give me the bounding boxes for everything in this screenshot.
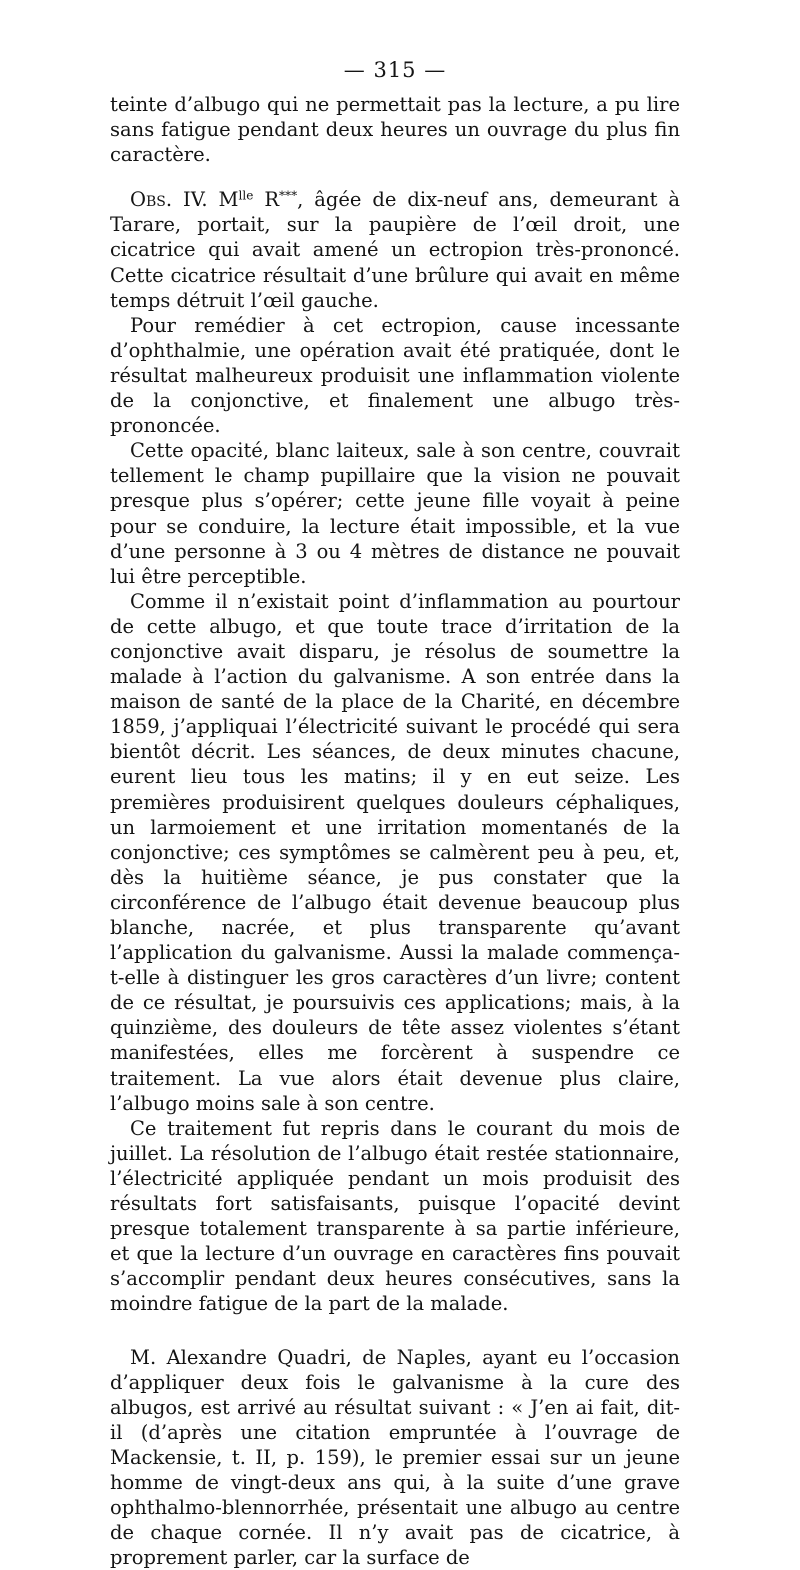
initial-superscript: *** [279, 189, 297, 203]
title-superscript: lle [239, 189, 254, 203]
observation-text: , âgée de dix-neuf ans, demeurant à Tarare, portait, sur la paupière de l’œil droit, une cicatrice qui avait amené un ectropion très-prononcé. Cette cicatrice résultait d’une brûlure qui avait en même temps détruit l’œil gauche. [110, 188, 680, 311]
observation-number: IV. M [172, 188, 238, 211]
page-number: — 315 — [110, 58, 680, 82]
patient-initial: R [253, 188, 279, 211]
paragraph-operation: Pour remédier à cet ectropion, cause incessante d’ophthalmie, une opération avait été pratiquée, dont le résultat malheureux produisit une inflammation violente de la conjonctive, et finalement une albugo très-prononcée. [110, 313, 680, 438]
document-page [110, 58, 680, 1570]
paragraph-treatment-resumed: Ce traitement fut repris dans le courant du mois de juillet. La résolution de l’albugo était restée stationnaire, l’électricité appliquée pendant un mois produisit des résultats fort satisfaisants, puisque l’opacité devint presque totalement transparente à sa partie inférieure, et que la lecture d’un ouvrage en caractères fins pouvait s’accomplir pendant deux heures consécutives, sans la moindre fatigue de la part de la malade. [110, 1116, 680, 1317]
paragraph-quadri: M. Alexandre Quadri, de Naples, ayant eu l’occasion d’appliquer deux fois le galvanisme à la cure des albugos, est arrivé au résultat suivant : « J’en ai fait, dit-il (d’après une citation empruntée à l’ouvrage de Mackensie, t. II, p. 159), le premier essai sur un jeune homme de vingt-deux ans qui, à la suite d’une grave ophthalmo-blennorrhée, présentait une albugo au centre de chaque cornée. Il n’y avait pas de cicatrice, à proprement parler, car la surface de [110, 1345, 680, 1570]
paragraph-observation-intro [110, 187, 680, 312]
paragraph-continuation: teinte d’albugo qui ne permettait pas la lecture, a pu lire sans fatigue pendant deux heures un ouvrage du plus fin caractère. [110, 92, 680, 167]
observation-label: Obs. [130, 188, 172, 211]
paragraph-opacity: Cette opacité, blanc laiteux, sale à son centre, couvrait tellement le champ pupillaire que la vision ne pouvait presque plus s’opérer; cette jeune fille voyait à peine pour se conduire, la lecture était impossible, et la vue d’une personne à 3 ou 4 mètres de distance ne pouvait lui être perceptible. [110, 438, 680, 589]
paragraph-treatment: Comme il n’existait point d’inflammation au pourtour de cette albugo, et que toute trace d’irritation de la conjonctive avait disparu, je résolus de soumettre la malade à l’action du galvanisme. A son entrée dans la maison de santé de la place de la Charité, en décembre 1859, j’appliquai l’électricité suivant le procédé qui sera bientôt décrit. Les séances, de deux minutes chacune, eurent lieu tous les matins; il y en eut seize. Les premières produisirent quelques douleurs céphaliques, un larmoiement et une irritation momentanés de la conjonctive; ces symptômes se calmèrent peu à peu, et, dès la huitième séance, je pus constater que la circonférence de l’albugo était devenue beaucoup plus blanche, nacrée, et plus transparente qu’avant l’application du galvanisme. Aussi la malade commença-t-elle à distinguer les gros caractères d’un livre; content de ce résultat, je poursuivis ces applications; mais, à la quinzième, des douleurs de tête assez violentes s’étant manifestées, elles me forcèrent à suspendre ce traitement. La vue alors était devenue plus claire, l’albugo moins sale à son centre. [110, 589, 680, 1116]
